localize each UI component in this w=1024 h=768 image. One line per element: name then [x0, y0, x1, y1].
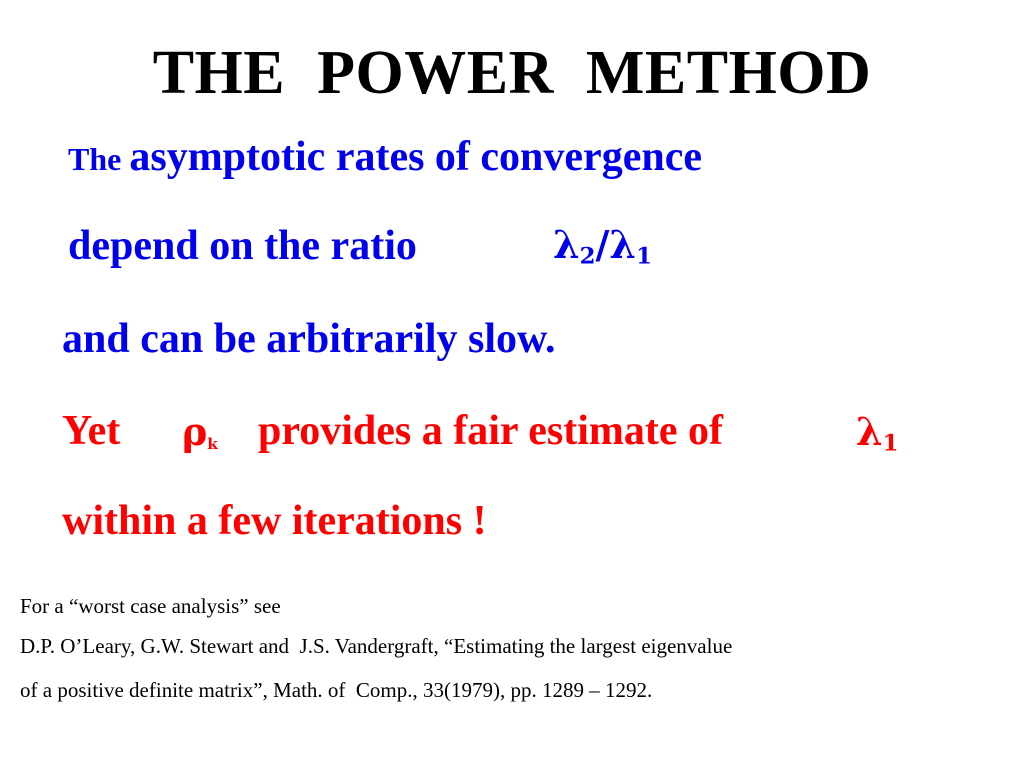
lambda-symbol: λ [553, 222, 580, 267]
line-fair-estimate: provides a fair estimate of [258, 408, 724, 454]
reference-citation-continued: of a positive definite matrix”, Math. of Comp., 33(1979), pp. 1289 – 1292. [20, 678, 653, 702]
lambda-symbol: λ [609, 222, 637, 267]
line-asymptotic-rates [68, 136, 702, 178]
lambda-subscript: 2 [579, 243, 596, 270]
rho-subscript: k [207, 434, 218, 453]
reference-intro: For a “worst case analysis” see [20, 594, 281, 618]
line-few-iterations: within a few iterations ! [62, 498, 487, 544]
lambda-1-symbol [856, 409, 899, 457]
line-depend-on-ratio: depend on the ratio [68, 223, 417, 269]
line-yet: Yet [62, 408, 121, 454]
rho-symbol: ρ [182, 409, 208, 454]
lambda-subscript: 1 [636, 243, 652, 270]
lambda-subscript: 1 [882, 430, 899, 457]
slide-title: THE POWER METHOD [152, 39, 872, 107]
line-text: asymptotic rates of convergence [129, 134, 702, 180]
reference-citation: D.P. O’Leary, G.W. Stewart and J.S. Vandergraft, “Estimating the largest eigenvalue [20, 634, 733, 658]
rho-k-symbol [182, 409, 218, 454]
lambda-symbol: λ [856, 409, 883, 454]
line-arbitrarily-slow: and can be arbitrarily slow. [62, 316, 556, 362]
line-prefix: The [68, 141, 130, 177]
eigenvalue-ratio [553, 222, 652, 270]
ratio-slash: / [595, 222, 610, 267]
